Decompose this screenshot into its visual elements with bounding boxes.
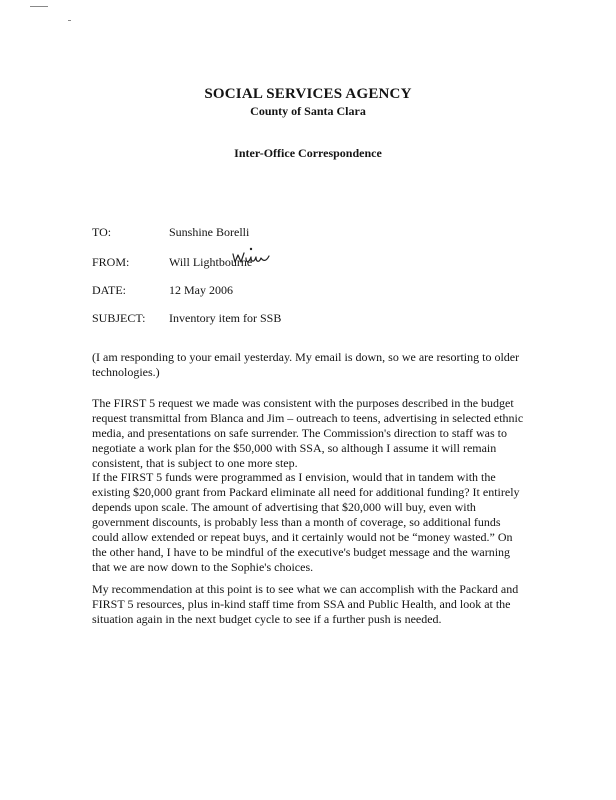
scan-mark [30,6,48,7]
to-value: Sunshine Borelli [169,225,250,239]
subject-value: Inventory item for SSB [169,311,282,325]
body-paragraph-4: My recommendation at this point is to see what we can accomplish with the Packard and FIRST 5 resources, plus in-kind staff time from SSA and Public Health, and look at the situation again in the next budget cycle to see if a further push is needed. [92,582,519,626]
body-paragraph-3: If the FIRST 5 funds were programmed as I envision, would that in tandem with the existing $20,000 grant from Packard eliminate all need for additional funding? It entirely depends upon scale. The amount of advertising that $20,000 will buy, even with government discounts, is probably less than a month of coverage, so additional funds could allow extended or repeat buys, and it certainly would not be “money wasted.” On the other hand, I have to be mindful of the executive's budget message and the warning that we are now down to the Sophie's choices. [92,470,520,574]
agency-title: SOCIAL SERVICES AGENCY [204,86,412,102]
date-label: DATE: [92,283,126,297]
from-value: Will Lightbourne [169,255,253,269]
body-paragraph-2: The FIRST 5 request we made was consistent with the purposes described in the budget request transmittal from Blanca and Jim – outreach to teens, advertising in selected ethnic media, and presentations on safe surrender. The Commission's direction to staff was to negotiate a work plan for the $50,000 with SSA, so although I assume it will remain consistent, that is subject to one more step. [92,396,524,470]
handwritten-initials [232,246,272,266]
from-label: FROM: [92,255,130,269]
to-label: TO: [92,225,112,239]
county-subtitle: County of Santa Clara [250,104,366,118]
subject-label: SUBJECT: [92,311,146,325]
body-paragraph-1: (I am responding to your email yesterday. My email is down, so we are resorting to older technologies.) [92,350,520,379]
date-value: 12 May 2006 [169,283,233,297]
correspondence-heading: Inter-Office Correspondence [234,146,382,160]
scan-mark [68,20,71,21]
